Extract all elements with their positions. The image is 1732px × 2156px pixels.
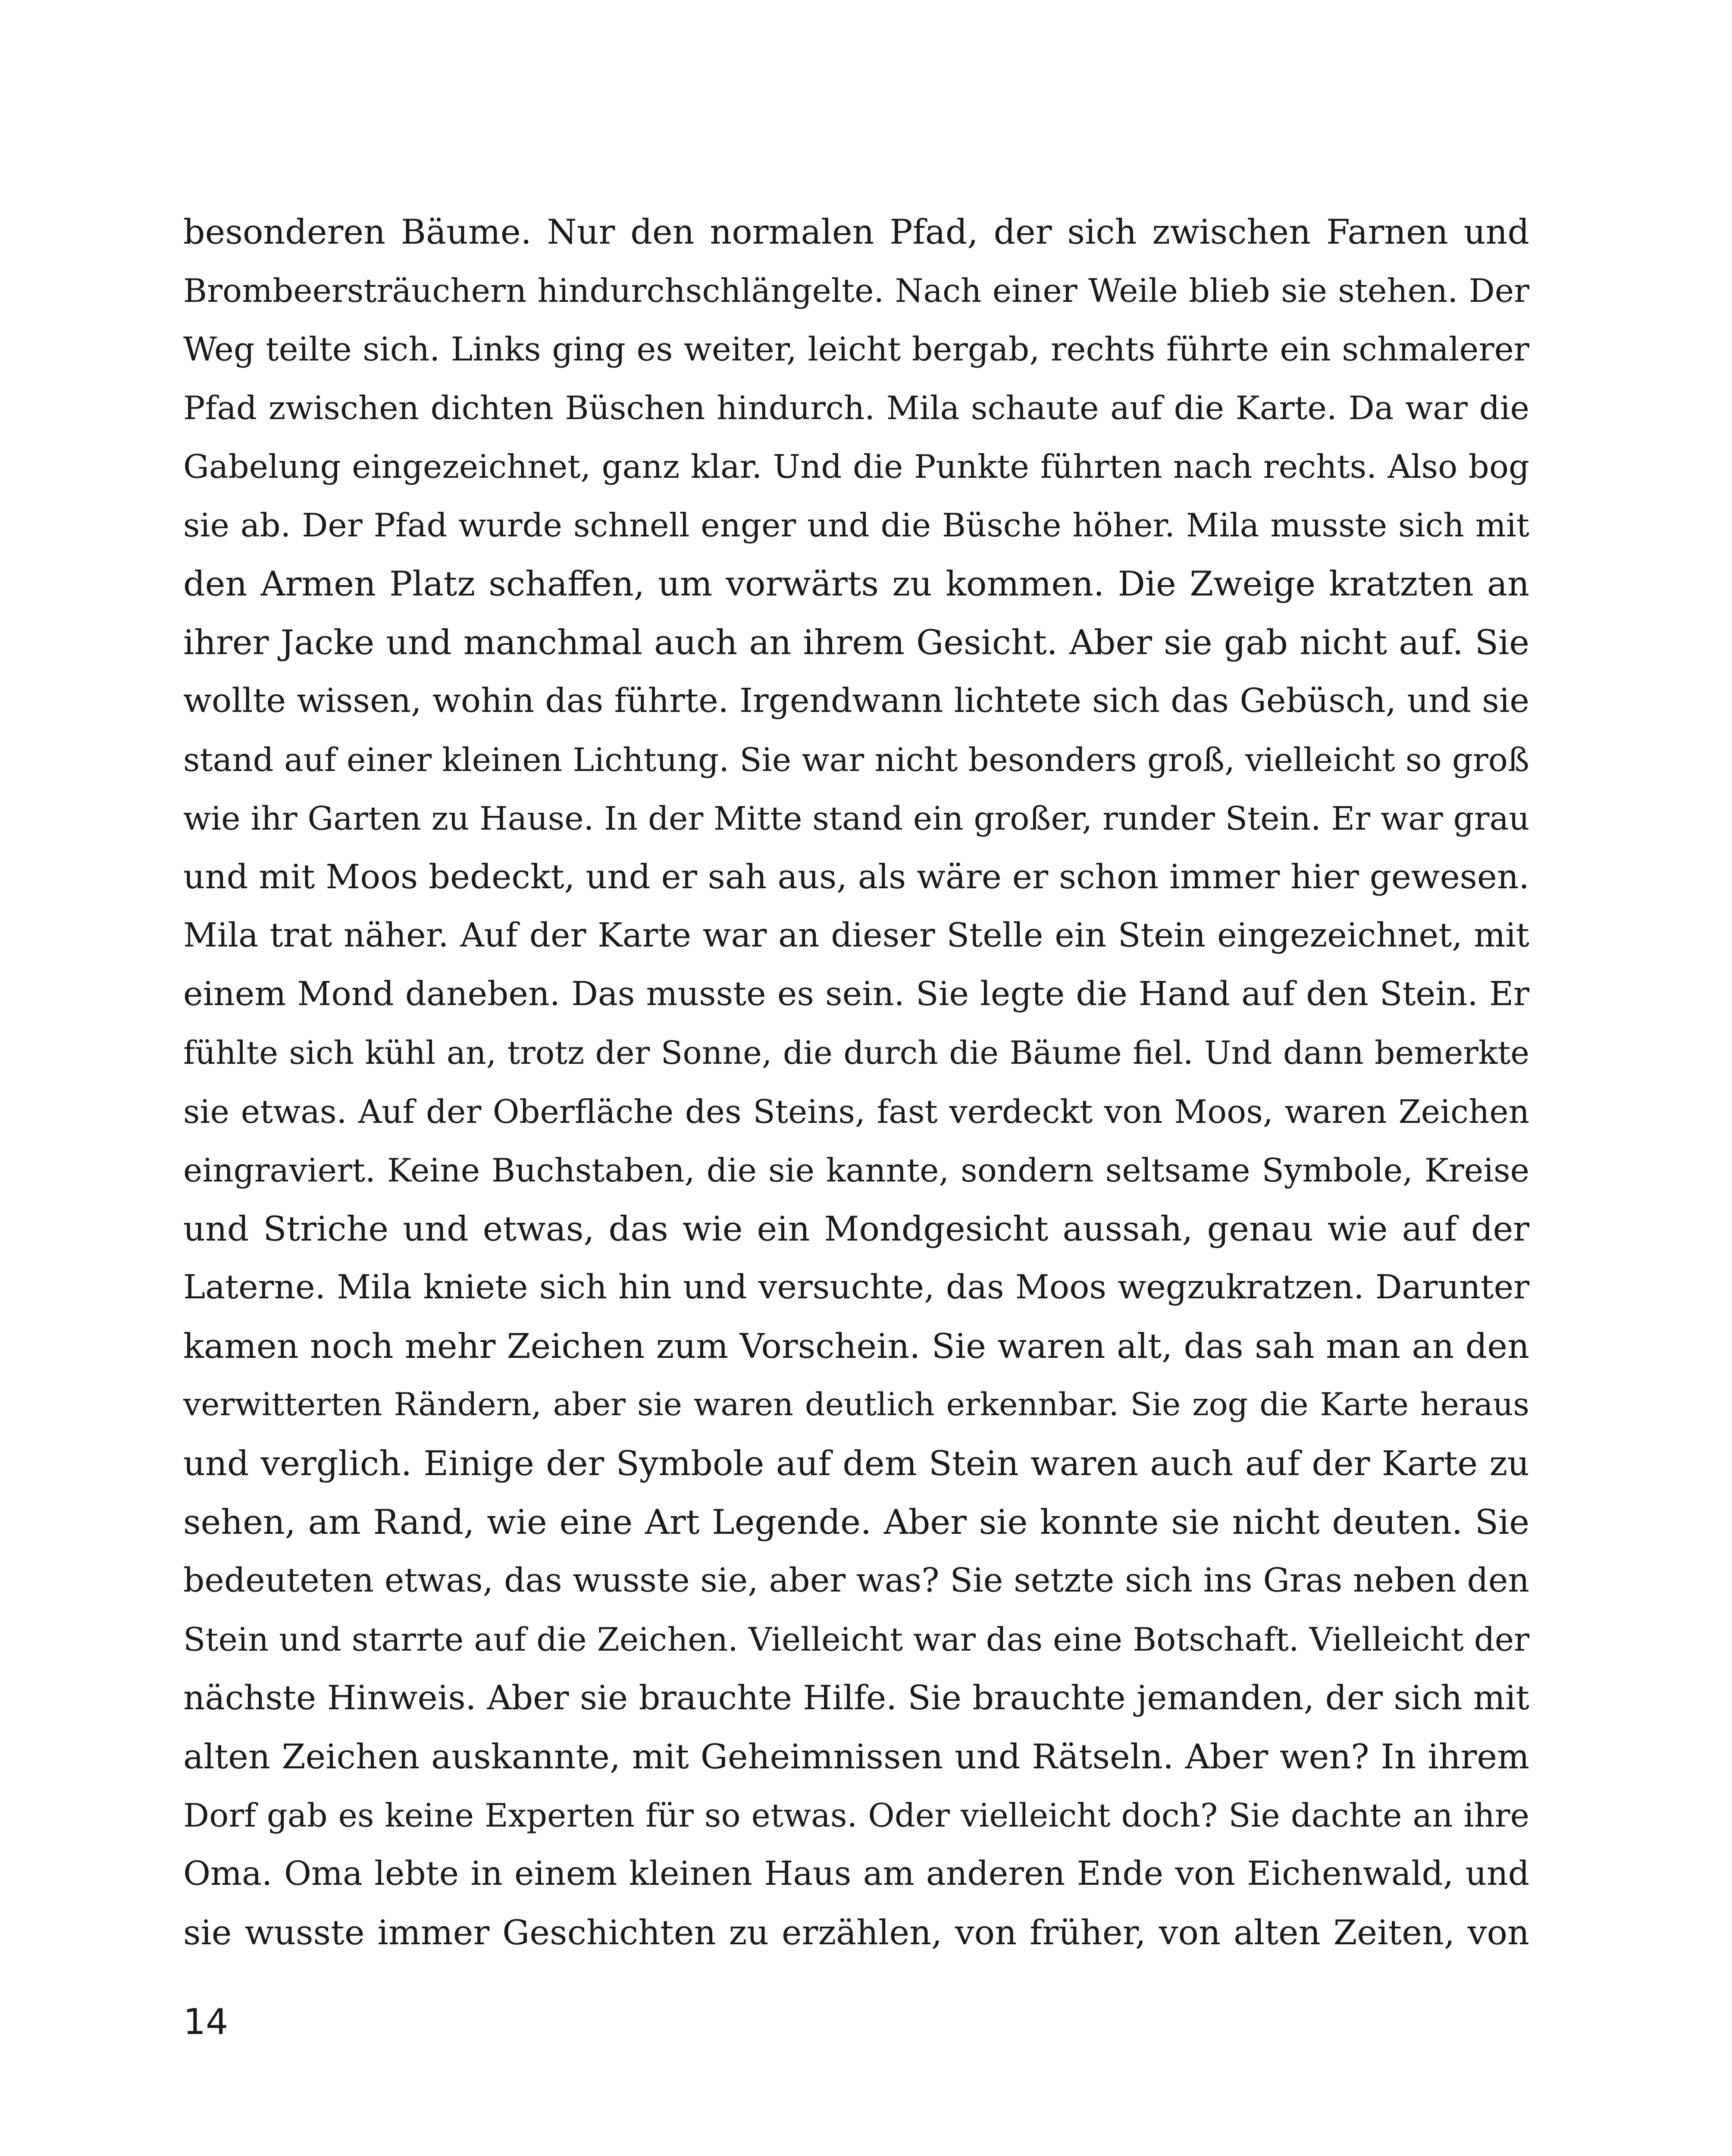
text-line: den Armen Platz schaffen, um vorwärts zu kommen. Die Zweige kratzten an	[183, 564, 1529, 604]
text-line: alten Zeichen auskannte, mit Geheimnissen und Rätseln. Aber wen? In ihrem	[183, 1737, 1529, 1777]
text-line: Oma. Oma lebte in einem kleinen Haus am anderen Ende von Eichenwald, und	[183, 1855, 1529, 1893]
text-line: verwitterten Rändern, aber sie waren deutlich erkennbar. Sie zog die Karte heraus	[183, 1386, 1529, 1423]
text-line: und mit Moos bedeckt, und er sah aus, als wäre er schon immer hier gewesen.	[183, 858, 1529, 896]
text-line: wollte wissen, wohin das führte. Irgendwann lichtete sich das Gebüsch, und sie	[183, 682, 1529, 720]
text-line: ihrer Jacke und manchmal auch an ihrem Gesicht. Aber sie gab nicht auf. Sie	[183, 623, 1529, 662]
text-line: kamen noch mehr Zeichen zum Vorschein. Sie waren alt, das sah man an den	[183, 1326, 1529, 1366]
text-line: fühlte sich kühl an, trotz der Sonne, die durch die Bäume fiel. Und dann bemerkte	[183, 1034, 1529, 1072]
text-line: Pfad zwischen dichten Büschen hindurch. Mila schaute auf die Karte. Da war die	[183, 389, 1529, 427]
text-line: Gabelung eingezeichnet, ganz klar. Und die Punkte führten nach rechts. Also bog	[183, 448, 1529, 486]
text-line: eingraviert. Keine Buchstaben, die sie kannte, sondern seltsame Symbole, Kreise	[183, 1151, 1529, 1189]
text-line: besonderen Bäume. Nur den normalen Pfad, der sich zwischen Farnen und	[183, 212, 1529, 252]
text-line: Mila trat näher. Auf der Karte war an dieser Stelle ein Stein eingezeichnet, mit	[183, 916, 1529, 955]
text-line: Laterne. Mila kniete sich hin und versuchte, das Moos wegzukratzen. Darunter	[183, 1268, 1529, 1307]
text-line: und verglich. Einige der Symbole auf dem Stein waren auch auf der Karte zu	[183, 1444, 1529, 1483]
text-line: Dorf gab es keine Experten für so etwas. Oder vielleicht doch? Sie dachte an ihre	[183, 1796, 1529, 1834]
text-line: sehen, am Rand, wie eine Art Legende. Aber sie konnte sie nicht deuten. Sie	[183, 1502, 1529, 1542]
text-line: einem Mond daneben. Das musste es sein. Sie legte die Hand auf den Stein. Er	[183, 975, 1529, 1013]
body-text	[183, 203, 1529, 1962]
text-line: stand auf einer kleinen Lichtung. Sie war nicht besonders groß, vielleicht so groß	[183, 741, 1529, 779]
text-line: sie ab. Der Pfad wurde schnell enger und die Büsche höher. Mila musste sich mit	[183, 506, 1529, 544]
page-number: 14	[183, 2002, 229, 2043]
text-line: wie ihr Garten zu Hause. In der Mitte stand ein großer, runder Stein. Er war grau	[183, 799, 1529, 837]
text-line: sie etwas. Auf der Oberfläche des Steins, fast verdeckt von Moos, waren Zeichen	[183, 1093, 1529, 1131]
text-line: bedeuteten etwas, das wusste sie, aber was? Sie setzte sich ins Gras neben den	[183, 1561, 1529, 1600]
text-line: Weg teilte sich. Links ging es weiter, leicht bergab, rechts führte ein schmalerer	[183, 330, 1529, 368]
text-line: nächste Hinweis. Aber sie brauchte Hilfe. Sie brauchte jemanden, der sich mit	[183, 1679, 1529, 1717]
text-line: Brombeersträuchern hindurchschlängelte. Nach einer Weile blieb sie stehen. Der	[183, 272, 1529, 310]
text-line: sie wusste immer Geschichten zu erzählen, von früher, von alten Zeiten, von	[183, 1913, 1529, 1952]
text-line: Stein und starrte auf die Zeichen. Vielleicht war das eine Botschaft. Vielleicht der	[183, 1620, 1529, 1658]
text-line: und Striche und etwas, das wie ein Mondgesicht aussah, genau wie auf der	[183, 1209, 1529, 1249]
